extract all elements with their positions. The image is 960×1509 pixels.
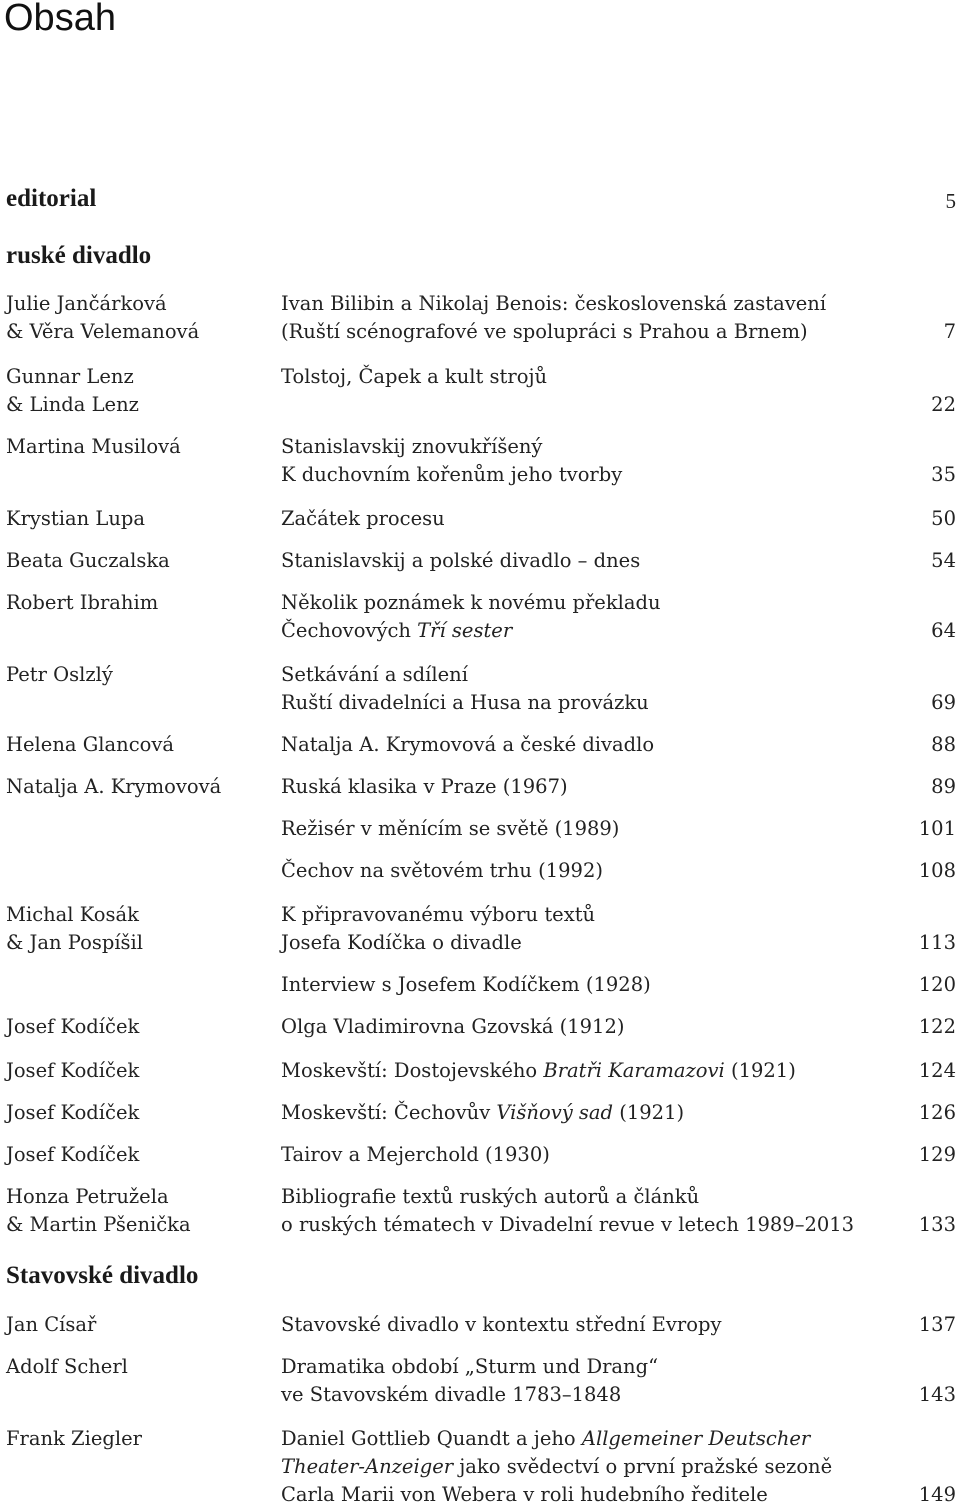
entry-title <box>281 1141 906 1169</box>
entry-page-number: 7 <box>943 320 956 343</box>
title-line: Tolstoj, Čapek a kult strojů <box>281 365 548 388</box>
entry-authors <box>6 857 281 885</box>
entry-title <box>281 290 906 346</box>
entry-title <box>281 815 906 843</box>
entry-page-number: 35 <box>931 463 956 486</box>
entry-page-number: 133 <box>918 1213 956 1236</box>
entry-title <box>281 589 906 645</box>
entry-title <box>281 1425 906 1509</box>
toc-entry <box>6 1425 956 1509</box>
entry-page-number: 124 <box>918 1059 956 1082</box>
entry-authors <box>6 1183 281 1239</box>
toc-entry <box>6 731 956 759</box>
toc-entry <box>6 1141 956 1169</box>
entry-page-number: 126 <box>918 1101 956 1124</box>
entry-authors <box>6 505 281 533</box>
entry-page-number: 137 <box>918 1313 956 1336</box>
toc-entry <box>6 1311 956 1339</box>
toc-entry <box>6 1099 956 1127</box>
author-line: Krystian Lupa <box>6 507 145 530</box>
entry-title <box>281 547 906 575</box>
entry-title <box>281 1013 906 1041</box>
entry-title <box>281 901 906 957</box>
title-line: Ruská klasika v Praze (1967) <box>281 775 568 798</box>
toc-entry <box>6 971 956 999</box>
title-line: Interview s Josefem Kodíčkem (1928) <box>281 973 651 996</box>
entry-page-number: 108 <box>918 859 956 882</box>
title-line: Tairov a Mejerchold (1930) <box>281 1143 550 1166</box>
entry-title <box>281 1311 906 1339</box>
author-line: Josef Kodíček <box>6 1143 140 1166</box>
author-line: & Linda Lenz <box>6 393 139 416</box>
page-title: Obsah <box>4 0 116 39</box>
author-line <box>6 857 281 885</box>
title-line: Čechov na světovém trhu (1992) <box>281 859 603 882</box>
entry-authors <box>6 290 281 346</box>
entry-page-number: 129 <box>918 1143 956 1166</box>
editorial-page-number: 5 <box>945 189 956 213</box>
entry-authors <box>6 363 281 419</box>
title-line: Režisér v měnícím se světě (1989) <box>281 817 620 840</box>
entry-authors <box>6 547 281 575</box>
toc-entry <box>6 547 956 575</box>
author-line: Natalja A. Krymovová <box>6 775 222 798</box>
entry-page-number: 64 <box>931 619 956 642</box>
entry-authors <box>6 1057 281 1085</box>
author-line: Michal Kosák <box>6 903 139 926</box>
author-line: & Martin Pšenička <box>6 1213 191 1236</box>
entry-authors <box>6 773 281 801</box>
title-line: Začátek procesu <box>281 507 445 530</box>
author-line: Julie Jančárková <box>6 292 167 315</box>
entry-page-number: 50 <box>931 507 956 530</box>
toc-entry <box>6 901 956 957</box>
entry-authors <box>6 901 281 957</box>
title-line: Josefa Kodíčka o divadle <box>281 931 522 954</box>
title-italic-work: Allgemeiner Deutscher Theater-Anzeiger <box>281 1427 811 1478</box>
toc-entry <box>6 1013 956 1041</box>
title-line: Olga Vladimirovna Gzovská (1912) <box>281 1015 625 1038</box>
entry-title <box>281 505 906 533</box>
author-line: Honza Petružela <box>6 1185 169 1208</box>
author-line <box>6 971 281 999</box>
entry-title <box>281 433 906 489</box>
section-stavovske-divadlo: Stavovské divadlo <box>6 1262 199 1289</box>
entry-authors <box>6 1425 281 1509</box>
author-line: Josef Kodíček <box>6 1059 140 1082</box>
entry-page-number: 120 <box>918 973 956 996</box>
title-line: Stanislavskij znovukříšený <box>281 435 543 458</box>
toc-entry <box>6 505 956 533</box>
author-line: Petr Oslzlý <box>6 663 113 686</box>
title-line: K připravovanému výboru textů <box>281 903 596 926</box>
author-line: Josef Kodíček <box>6 1015 140 1038</box>
title-line: K duchovním kořenům jeho tvorby <box>281 463 623 486</box>
title-italic-work: Tří sester <box>417 619 513 642</box>
entry-authors <box>6 731 281 759</box>
toc-entry <box>6 363 956 419</box>
entry-page-number: 143 <box>918 1383 956 1406</box>
toc-entry <box>6 290 956 346</box>
entry-authors <box>6 1099 281 1127</box>
entry-page-number: 69 <box>931 691 956 714</box>
entry-page-number: 22 <box>931 393 956 416</box>
entry-authors <box>6 589 281 645</box>
entry-title <box>281 1057 906 1085</box>
title-line: Natalja A. Krymovová a české divadlo <box>281 733 655 756</box>
author-line: Robert Ibrahim <box>6 591 159 614</box>
author-line: Josef Kodíček <box>6 1101 140 1124</box>
entry-page-number: 89 <box>931 775 956 798</box>
title-text: (1921) <box>613 1101 685 1124</box>
entry-title <box>281 773 906 801</box>
title-line: Bibliografie textů ruských autorů a článků <box>281 1185 700 1208</box>
entry-page-number: 149 <box>918 1483 956 1506</box>
entry-authors <box>6 661 281 717</box>
title-text: Daniel Gottlieb Quandt a jeho <box>281 1427 582 1450</box>
title-line: Stavovské divadlo v kontextu střední Evropy <box>281 1313 722 1336</box>
toc-entry <box>6 815 956 843</box>
section-editorial: editorial <box>6 185 97 212</box>
title-text: jako svědectví o první pražské sezoně Carla Marii von Webera v roli hudebního ředitele <box>281 1455 833 1506</box>
entry-page-number: 113 <box>918 931 956 954</box>
author-line <box>6 815 281 843</box>
toc-entry <box>6 773 956 801</box>
entry-title <box>281 661 906 717</box>
title-text: Několik poznámek k novému překladu Čechovových <box>281 591 661 642</box>
title-line: Setkávání a sdílení <box>281 663 468 686</box>
toc-entry <box>6 661 956 717</box>
entry-page-number: 88 <box>931 733 956 756</box>
toc-entry <box>6 1057 956 1085</box>
author-line: Adolf Scherl <box>6 1355 128 1378</box>
entry-title <box>281 857 906 885</box>
title-line: o ruských tématech v Divadelní revue v letech 1989–2013 <box>281 1213 855 1236</box>
title-italic-work: Bratři Karamazovi <box>543 1059 725 1082</box>
author-line: Beata Guczalska <box>6 549 170 572</box>
author-line: & Věra Velemanová <box>6 320 200 343</box>
author-line: Helena Glancová <box>6 733 175 756</box>
title-line: Dramatika období „Sturm und Drang“ <box>281 1355 659 1378</box>
entry-title <box>281 1353 906 1409</box>
author-line: Jan Císař <box>6 1313 97 1336</box>
toc-entry <box>6 857 956 885</box>
entry-title <box>281 363 906 419</box>
toc-entry <box>6 1353 956 1409</box>
author-line: Martina Musilová <box>6 435 181 458</box>
title-line: Ruští divadelníci a Husa na provázku <box>281 691 649 714</box>
entry-authors <box>6 1311 281 1339</box>
entry-authors <box>6 433 281 489</box>
entry-title <box>281 971 906 999</box>
title-line: Stanislavskij a polské divadlo – dnes <box>281 549 641 572</box>
entry-authors <box>6 1013 281 1041</box>
entry-page-number: 122 <box>918 1015 956 1038</box>
title-text: (1921) <box>724 1059 796 1082</box>
entry-authors <box>6 1141 281 1169</box>
title-line: (Ruští scénografové ve spolupráci s Prahou a Brnem) <box>281 320 808 343</box>
entry-title <box>281 731 906 759</box>
entry-title <box>281 1099 906 1127</box>
author-line: Frank Ziegler <box>6 1427 142 1450</box>
author-line: & Jan Pospíšil <box>6 931 144 954</box>
entry-page-number: 54 <box>931 549 956 572</box>
entry-authors <box>6 971 281 999</box>
entry-title <box>281 1183 906 1239</box>
section-ruske-divadlo: ruské divadlo <box>6 242 152 269</box>
author-line: Gunnar Lenz <box>6 365 134 388</box>
toc-entry <box>6 1183 956 1239</box>
title-line: ve Stavovském divadle 1783–1848 <box>281 1383 622 1406</box>
toc-entry <box>6 433 956 489</box>
title-text: Moskevští: Čechovův <box>281 1101 497 1124</box>
title-line: Ivan Bilibin a Nikolaj Benois: československá zastavení <box>281 292 827 315</box>
toc-entry <box>6 589 956 645</box>
entry-authors <box>6 1353 281 1409</box>
entry-page-number: 101 <box>918 817 956 840</box>
title-text: Moskevští: Dostojevského <box>281 1059 544 1082</box>
title-italic-work: Višňový sad <box>496 1101 614 1124</box>
entry-authors <box>6 815 281 843</box>
